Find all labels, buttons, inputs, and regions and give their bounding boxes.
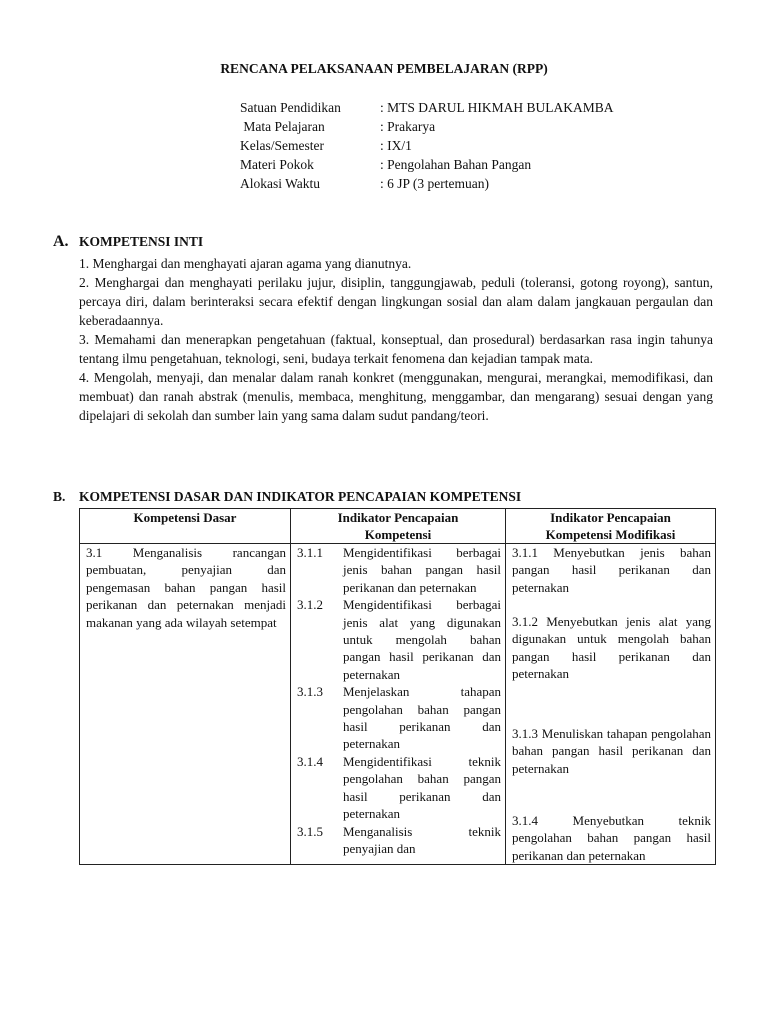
section-b-heading	[53, 488, 521, 505]
section-b-title: KOMPETENSI DASAR DAN INDIKATOR PENCAPAIAN KOMPETENSI	[79, 489, 522, 504]
document-meta	[240, 98, 700, 193]
modified-indicator-item: 3.1.2 Menyebutkan jenis alat yang digunakan untuk mengolah bahan pangan hasil perikanan dan peternakan	[512, 614, 711, 682]
kd-text: 3.1 Menganalisis rancangan pembuatan, penyajian dan pengemasan bahan pangan hasil perikanan dan peternakan menjadi makanan yang ada wilayah setempat	[86, 545, 286, 630]
meta-row-mapel	[240, 117, 700, 136]
meta-row-materi	[240, 155, 700, 174]
meta-label: Mata Pelajaran	[240, 119, 325, 134]
section-a-heading	[53, 233, 203, 250]
section-a-letter: A.	[53, 233, 69, 250]
meta-row-satuan	[240, 98, 700, 117]
indicator-number: 3.1.1	[297, 545, 323, 560]
indicator-text: Mengidentifikasi berbagai jenis alat yang digunakan untuk mengolah bahan pangan hasil perikanan dan peternakan	[343, 597, 501, 682]
ki-item-4: 4. Mengolah, menyaji, dan menalar dalam ranah konkret (menggunakan, mengurai, merangkai, memodifikasi, dan membuat) dan ranah abstrak (menulis, membaca, menghitung, menggambar, dan mengarang) sesuai dengan yang dipelajari di sekolah dan sumber lain yang sama dalam sudut pandang/teori.	[79, 370, 713, 423]
meta-value: : Pengolahan Bahan Pangan	[380, 157, 532, 172]
meta-row-alokasi	[240, 174, 700, 193]
kompetensi-inti-list	[79, 254, 713, 425]
header-mod-line-1: Indikator Pencapaian	[550, 510, 671, 525]
indicator-item	[297, 596, 501, 683]
header-indikator	[291, 509, 506, 544]
kd-indicator-table	[79, 508, 716, 865]
meta-value: : MTS DARUL HIKMAH BULAKAMBA	[380, 100, 614, 115]
indicator-number: 3.1.5	[297, 823, 323, 839]
modified-indicator-item: 3.1.3 Menuliskan tahapan pengolahan bahan pangan hasil perikanan dan peternakan	[512, 726, 711, 776]
indicator-text: Menjelaskan tahapan pengolahan bahan pangan hasil perikanan dan peternakan	[343, 684, 501, 752]
ki-item-2: 2. Menghargai dan menghayati perilaku jujur, disiplin, tanggungjawab, peduli (toleransi, gotong royong), santun, percaya diri, dalam berinteraksi secara efektif dengan lingkungan sosial dan alam dalam jangkauan pergaulan dan keberadaannya.	[79, 275, 713, 328]
indicator-cell	[291, 544, 506, 865]
table-header-row	[80, 509, 716, 544]
indicator-number: 3.1.4	[297, 753, 323, 769]
header-kd-text: Kompetensi Dasar	[133, 510, 237, 525]
indicator-item	[297, 683, 501, 753]
meta-label: Materi Pokok	[240, 157, 314, 172]
header-kompetensi-dasar	[80, 509, 291, 544]
kd-cell	[80, 544, 291, 865]
document-title: RENCANA PELAKSANAAN PEMBELAJARAN (RPP)	[220, 61, 548, 76]
meta-label: Alokasi Waktu	[240, 176, 321, 191]
header-mod-line-2: Kompetensi Modifikasi	[545, 527, 676, 542]
indicator-item	[297, 544, 501, 596]
modified-indicator-cell	[506, 544, 716, 865]
section-b-letter: B.	[53, 489, 66, 504]
indicator-item	[297, 823, 501, 858]
table-row	[80, 544, 716, 865]
meta-label: Satuan Pendidikan	[240, 100, 341, 115]
meta-value: : Prakarya	[380, 119, 436, 134]
ki-item-3: 3. Memahami dan menerapkan pengetahuan (faktual, konseptual, dan prosedural) berdasarkan rasa ingin tahunya tentang ilmu pengetahuan, teknologi, seni, budaya terkait fenomena dan kejadian tampak mata.	[79, 332, 713, 366]
ki-item-1: 1. Menghargai dan menghayati ajaran agama yang dianutnya.	[79, 256, 412, 271]
indicator-text: Menganalisis teknik penyajian dan	[343, 823, 501, 856]
header-ipk-line-2: Kompetensi	[364, 527, 432, 542]
indicator-number: 3.1.2	[297, 597, 323, 613]
meta-row-kelas	[240, 136, 700, 155]
meta-value: : IX/1	[380, 138, 412, 153]
header-indikator-modifikasi	[506, 509, 716, 544]
indicator-number: 3.1.3	[297, 684, 323, 700]
modified-indicator-item: 3.1.1 Menyebutkan jenis bahan pangan hasil perikanan dan peternakan	[512, 545, 711, 595]
section-a-title: KOMPETENSI INTI	[79, 234, 204, 249]
indicator-text: Mengidentifikasi berbagai jenis bahan pangan hasil perikanan dan peternakan	[343, 545, 501, 595]
meta-value: : 6 JP (3 pertemuan)	[380, 176, 489, 191]
indicator-text: Mengidentifikasi teknik pengolahan bahan pangan hasil perikanan dan peternakan	[343, 753, 501, 822]
header-ipk-line-1: Indikator Pencapaian	[337, 510, 459, 525]
modified-indicator-item: 3.1.4 Menyebutkan teknik pengolahan bahan pangan hasil perikanan dan peternakan	[512, 813, 711, 863]
meta-label: Kelas/Semester	[240, 138, 324, 153]
indicator-item	[297, 753, 501, 823]
